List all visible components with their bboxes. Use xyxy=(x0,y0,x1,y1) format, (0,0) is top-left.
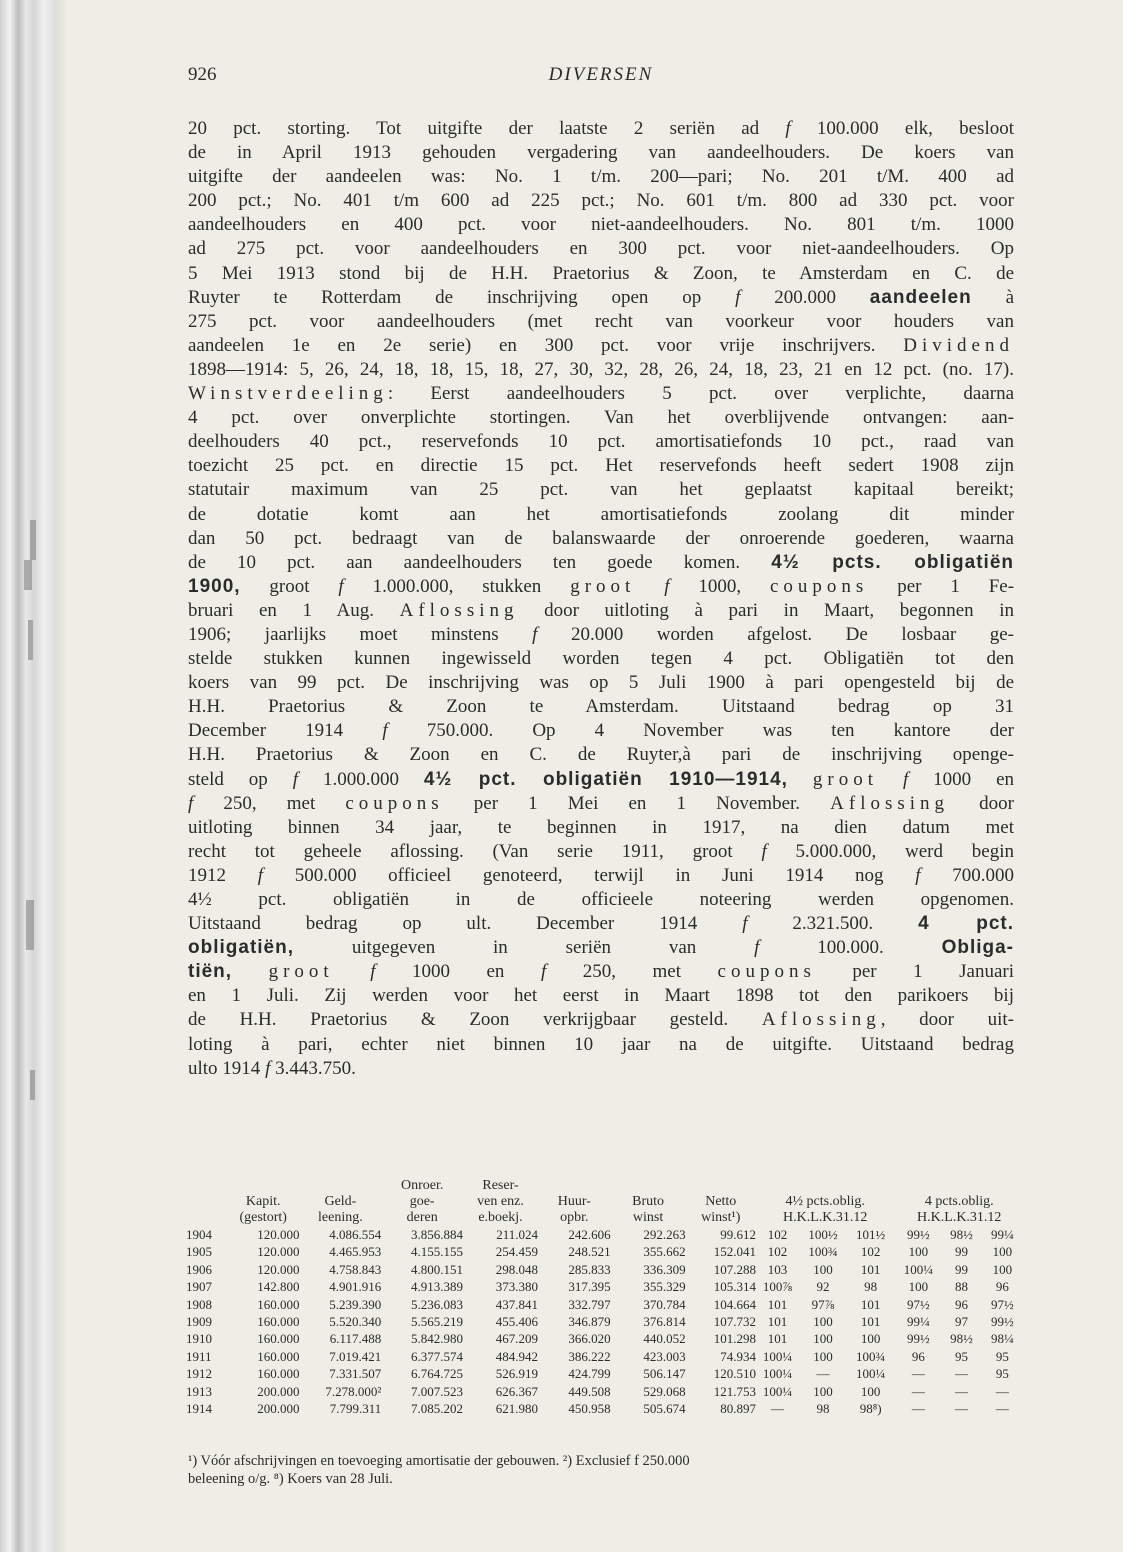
text-line: ulto 1914 f 3.443.750. xyxy=(188,1057,356,1079)
text-line: obligatiën, uitgegeven in seriën van f 100.000. Obliga- xyxy=(188,937,1015,959)
table-cell: 317.395 xyxy=(568,1279,611,1295)
table-cell: 100½ xyxy=(808,1227,838,1242)
table-cell: 80.897 xyxy=(720,1401,756,1417)
table-cell: 355.662 xyxy=(643,1244,686,1260)
text-line: deelhouders 40 pct., reservefonds 10 pct. amortisatiefonds 10 pct., raad van xyxy=(188,431,1014,453)
column-header: Bruto winst xyxy=(632,1194,665,1225)
text-line: aandeelen 1e en 2e serie) en 300 pct. voor vrije inschrijvers. Dividend xyxy=(188,334,1014,356)
table-cell: 95 xyxy=(995,1348,1009,1364)
table-cell: 6.764.725 xyxy=(411,1366,464,1382)
section-heading: 4½ pct. obligatiën 1910—1914, xyxy=(423,768,788,790)
text-line: uitloting binnen 34 jaar, te beginnen in 1917, na dien datum met xyxy=(188,816,1014,838)
table-cell: 5.520.340 xyxy=(329,1314,382,1330)
table-cell: 467.209 xyxy=(495,1331,538,1347)
text-line: bruari en 1 Aug. Aflossing door uitloting à pari in Maart, begonnen in xyxy=(188,599,1014,621)
table-cell: — xyxy=(816,1366,830,1382)
text-line: en 1 Juli. Zij werden voor het eerst in Maart 1898 tot den parikoers bij xyxy=(188,985,1014,1007)
table-cell: 7.007.523 xyxy=(411,1383,464,1399)
table-cell: 450.958 xyxy=(568,1401,611,1417)
table-cell: 98 xyxy=(816,1401,830,1417)
column-header: Netto winst¹) xyxy=(701,1194,741,1225)
table-row xyxy=(186,1296,1024,1313)
text-line: 20 pct. storting. Tot uitgifte der laatste 2 seriën ad f 100.000 elk, besloot xyxy=(188,118,1014,139)
table-row xyxy=(186,1330,1024,1347)
section-heading: 4½ pcts. obligatiën xyxy=(771,551,1014,573)
table-cell: 5.239.390 xyxy=(329,1296,382,1312)
table-cell: 96 xyxy=(954,1296,968,1312)
table-cell: 120.000 xyxy=(257,1244,300,1260)
table-cell: 102 xyxy=(860,1244,881,1260)
running-title: DIVERSEN xyxy=(548,64,654,85)
table-cell: 626.367 xyxy=(495,1383,538,1399)
table-cell: 4.086.554 xyxy=(329,1227,382,1242)
table-cell: 120.000 xyxy=(257,1227,300,1242)
footnotes xyxy=(188,1452,1016,1488)
table-cell: 101 xyxy=(767,1314,788,1330)
table-header-row xyxy=(186,1178,1024,1226)
text-line: de H.H. Praetorius & Zoon verkrijgbaar gesteld. Aflossing, door uit- xyxy=(188,1009,1014,1031)
section-heading: 4 pct. xyxy=(918,913,1014,935)
table-cell: 120.510 xyxy=(713,1366,756,1382)
table-cell: 100 xyxy=(860,1331,881,1347)
table-cell: 105.314 xyxy=(713,1279,756,1295)
table-cell: 100¼ xyxy=(903,1261,933,1277)
table-cell: 5.236.083 xyxy=(411,1296,464,1312)
text-line: 4½ pct. obligatiën in de officieele noteering werden opgenomen. xyxy=(188,889,1014,910)
table-cell: — xyxy=(911,1366,925,1382)
table-cell: 97½ xyxy=(991,1296,1014,1312)
column-header: Onroer. goe- deren xyxy=(400,1178,444,1225)
section-heading: obligatiën, xyxy=(188,937,294,959)
table-cell: 99 xyxy=(954,1261,968,1277)
text-line: Winstverdeeling: Eerst aandeelhouders 5 pct. over verplichte, daarna xyxy=(188,383,1014,405)
table-cell: 529.068 xyxy=(643,1383,686,1399)
table-cell: 100¼ xyxy=(762,1348,793,1364)
text-line: 1900, groot f 1.000.000, stukken groot f 1000, coupons per 1 Fe- xyxy=(188,575,1015,597)
table-cell: — xyxy=(995,1401,1009,1417)
table-cell: 99.612 xyxy=(720,1227,756,1242)
binding-shadow xyxy=(28,620,33,660)
table-cell: — xyxy=(954,1366,968,1382)
table-cell: 97½ xyxy=(906,1296,930,1312)
table-cell: 7.331.507 xyxy=(329,1366,382,1382)
table-cell: — xyxy=(954,1383,968,1399)
column-header: 4 pcts.oblig. H.K.L.K.31.12 xyxy=(917,1194,1002,1225)
table-cell: 100¾ xyxy=(808,1244,838,1260)
section-heading: 1900, xyxy=(188,575,241,597)
text-line: H.H. Praetorius & Zoon te Amsterdam. Uitstaand bedrag op 31 xyxy=(188,696,1014,718)
table-cell: 254.459 xyxy=(495,1244,538,1260)
table-cell: 355.329 xyxy=(643,1279,686,1295)
year-cell: 1913 xyxy=(186,1383,212,1399)
text-line: 1912 f 500.000 officieel genoteerd, terwijl in Juni 1914 nog f 700.000 xyxy=(188,864,1015,886)
table-cell: 92 xyxy=(816,1279,830,1295)
footnote: beleening o/g. ⁸) Koers van 28 Juli. xyxy=(188,1471,393,1487)
text-line: uitgifte der aandeelen was: No. 1 t/m. 200—pari; No. 201 t/M. 400 ad xyxy=(188,166,1014,188)
table-cell: — xyxy=(995,1383,1009,1399)
table-cell: 211.024 xyxy=(496,1227,538,1242)
text-line: December 1914 f 750.000. Op 4 November was ten kantore der xyxy=(188,720,1014,742)
table-cell: 455.406 xyxy=(495,1314,538,1330)
table-cell: 100 xyxy=(813,1383,833,1399)
year-cell: 1904 xyxy=(186,1227,212,1242)
table-cell: — xyxy=(911,1383,925,1399)
table-cell: 200.000 xyxy=(257,1401,300,1417)
book-binding-edge xyxy=(0,0,68,1552)
text-line: de dotatie komt aan het amortisatiefonds zoolang dit minder xyxy=(188,503,1014,525)
year-cell: 1910 xyxy=(186,1331,212,1347)
table-cell: 98½ xyxy=(950,1227,973,1242)
table-cell: 621.980 xyxy=(495,1401,538,1417)
table-cell: 97 xyxy=(954,1314,968,1330)
table-cell: 98¼ xyxy=(991,1331,1014,1347)
table-cell: 120.000 xyxy=(257,1261,300,1277)
table-cell: 100 xyxy=(992,1244,1013,1260)
table-cell: 101.298 xyxy=(713,1331,756,1347)
table-cell: 160.000 xyxy=(257,1296,300,1312)
table-cell: 7.019.421 xyxy=(329,1348,382,1364)
text-line: 5 Mei 1913 stond bij de H.H. Praetorius & Zoon, te Amsterdam en C. de xyxy=(188,262,1014,284)
table-cell: — xyxy=(911,1401,925,1417)
table-row xyxy=(186,1243,1024,1260)
table-cell: 160.000 xyxy=(257,1331,300,1347)
table-cell: 248.521 xyxy=(568,1244,611,1260)
table-cell: 142.800 xyxy=(257,1279,300,1295)
year-cell: 1911 xyxy=(186,1348,212,1364)
table-cell: 292.263 xyxy=(643,1227,686,1242)
table-cell: 506.147 xyxy=(643,1366,686,1382)
text-line: ad 275 pct. voor aandeelhouders en 300 pct. voor niet-aandeelhouders. Op xyxy=(188,238,1014,260)
column-header: Reser- ven enz. e.boekj. xyxy=(477,1178,524,1225)
text-line: de 10 pct. aan aandeelhouders ten goede komen. 4½ pcts. obligatiën xyxy=(188,551,1014,573)
table-cell: 74.934 xyxy=(720,1348,756,1364)
text-line: loting à pari, echter niet binnen 10 jaar na de uitgifte. Uitstaand bedrag xyxy=(188,1033,1014,1055)
text-line: 200 pct.; No. 401 t/m 600 ad 225 pct.; No. 601 t/m. 800 ad 330 pct. voor xyxy=(188,190,1014,212)
text-line: statutair maximum van 25 pct. van het geplaatst kapitaal bereikt; xyxy=(188,479,1014,501)
column-header: Huur- opbr. xyxy=(557,1194,591,1225)
table-cell: 88 xyxy=(954,1279,968,1295)
table-cell: 99 xyxy=(954,1244,968,1260)
table-cell: 100 xyxy=(813,1261,833,1277)
table-cell: 526.919 xyxy=(495,1366,538,1382)
table-cell: 160.000 xyxy=(257,1348,300,1364)
text-line: Uitstaand bedrag op ult. December 1914 f 2.321.500. 4 pct. xyxy=(188,913,1014,935)
table-cell: 7.278.000² xyxy=(325,1383,382,1399)
table-cell: 99¼ xyxy=(991,1227,1014,1242)
column-header: Kapit. (gestort) xyxy=(239,1194,287,1225)
table-cell: 99½ xyxy=(906,1227,930,1242)
table-row xyxy=(186,1226,1024,1243)
table-cell: 366.020 xyxy=(568,1331,611,1347)
year-cell: 1906 xyxy=(186,1261,212,1277)
table-cell: 99¼ xyxy=(906,1314,930,1330)
page-header xyxy=(188,64,1014,94)
table-row xyxy=(186,1278,1024,1295)
table-cell: 6.377.574 xyxy=(411,1348,464,1364)
table-cell: 100 xyxy=(813,1314,833,1330)
table-cell: 449.508 xyxy=(568,1383,611,1399)
financial-table xyxy=(186,1178,1024,1417)
section-heading: aandeelen xyxy=(869,286,972,308)
table-cell: 370.784 xyxy=(643,1296,686,1312)
table-cell: 336.309 xyxy=(643,1261,686,1277)
table-cell: 423.003 xyxy=(643,1348,686,1364)
table-cell: 102 xyxy=(767,1227,788,1242)
table-cell: 100 xyxy=(813,1331,833,1347)
table-cell: 4.913.389 xyxy=(411,1279,464,1295)
table-cell: 101 xyxy=(860,1314,881,1330)
table-cell: 160.000 xyxy=(257,1314,300,1330)
text-line: aandeelhouders en 400 pct. voor niet-aandeelhouders. No. 801 t/m. 1000 xyxy=(188,214,1014,236)
table-row xyxy=(186,1313,1024,1330)
text-line: toezicht 25 pct. en directie 15 pct. Het reservefonds heeft sedert 1908 zijn xyxy=(188,455,1014,477)
table-cell: 242.606 xyxy=(568,1227,611,1242)
table-cell: 7.799.311 xyxy=(329,1401,382,1417)
page-number: 926 xyxy=(188,64,217,85)
text-line: 1898—1914: 5, 26, 24, 18, 18, 15, 18, 27, 30, 32, 28, 26, 24, 18, 23, 21 en 12 pct. (no. 17). xyxy=(188,358,1014,380)
table-cell: 95 xyxy=(995,1366,1009,1382)
table-cell: 505.674 xyxy=(643,1401,686,1417)
table-cell: 332.797 xyxy=(568,1296,611,1312)
table-cell: 100⅞ xyxy=(762,1279,793,1295)
text-line: H.H. Praetorius & Zoon en C. de Ruyter,à pari de inschrijving openge- xyxy=(188,744,1014,766)
binding-shadow xyxy=(30,520,36,560)
year-cell: 1912 xyxy=(186,1366,212,1382)
text-line: de in April 1913 gehouden vergadering van aandeelhouders. De koers van xyxy=(188,142,1014,164)
table-cell: 4.758.843 xyxy=(329,1261,382,1277)
table-cell: 101½ xyxy=(856,1227,886,1242)
table-cell: 152.041 xyxy=(713,1244,756,1260)
section-heading: Obliga- xyxy=(941,937,1015,959)
table-cell: — xyxy=(771,1401,785,1417)
table-cell: 121.753 xyxy=(713,1383,756,1399)
table-cell: 100¼ xyxy=(762,1383,793,1399)
column-header: Geld- leening. xyxy=(318,1194,363,1225)
table-row xyxy=(186,1261,1024,1278)
table-cell: 96 xyxy=(995,1279,1009,1295)
table-cell: 298.048 xyxy=(495,1261,538,1277)
table-cell: 97⅞ xyxy=(811,1296,835,1312)
year-cell: 1909 xyxy=(186,1314,212,1330)
table-cell: 386.222 xyxy=(568,1348,611,1364)
table-cell: 437.841 xyxy=(495,1296,538,1312)
table-cell: 98½ xyxy=(950,1331,973,1347)
section-heading: tiën, xyxy=(188,961,233,983)
text-line: tiën, groot f 1000 en f 250, met coupons per 1 Januari xyxy=(188,961,1015,983)
table-cell: 101 xyxy=(860,1296,881,1312)
table-cell: 4.800.151 xyxy=(411,1261,464,1277)
table-cell: 424.799 xyxy=(568,1366,611,1382)
table-cell: 98⁸) xyxy=(859,1401,882,1417)
year-cell: 1907 xyxy=(186,1279,212,1295)
table-cell: 100 xyxy=(908,1244,929,1260)
year-cell: 1914 xyxy=(186,1401,212,1417)
year-cell: 1905 xyxy=(186,1244,212,1260)
text-line: dan 50 pct. bedraagt van de balanswaarde der onroerende goederen, waarna xyxy=(188,527,1014,549)
table-cell: 7.085.202 xyxy=(411,1401,464,1417)
year-cell: 1908 xyxy=(186,1296,212,1312)
table-cell: 95 xyxy=(954,1348,968,1364)
table-cell: 285.833 xyxy=(568,1261,611,1277)
table-row xyxy=(186,1365,1024,1382)
table-cell: — xyxy=(954,1401,968,1417)
body-text xyxy=(188,117,1014,1081)
table-cell: 376.814 xyxy=(643,1314,686,1330)
binding-shadow xyxy=(26,900,34,950)
table-cell: 107.732 xyxy=(713,1314,756,1330)
table-cell: 100 xyxy=(860,1383,881,1399)
table-cell: 104.664 xyxy=(713,1296,756,1312)
text-line: koers van 99 pct. De inschrijving was op 5 Juli 1900 à pari opengesteld bij de xyxy=(188,672,1014,694)
table-cell: 100 xyxy=(992,1261,1013,1277)
table-cell: 102 xyxy=(767,1244,788,1260)
text-line: Ruyter te Rotterdam de inschrijving open op f 200.000 aandeelen à xyxy=(188,286,1015,308)
table-cell: 101 xyxy=(767,1296,788,1312)
binding-shadow xyxy=(24,560,32,590)
table-cell: 160.000 xyxy=(257,1366,300,1382)
table-cell: 107.288 xyxy=(713,1261,756,1277)
text-line: 4 pct. over onverplichte stortingen. Van het overblijvende ontvangen: aan- xyxy=(188,407,1014,429)
table-cell: 4.901.916 xyxy=(329,1279,382,1295)
footnote: ¹) Vóór afschrijvingen en toevoeging amortisatie der gebouwen. ²) Exclusief f 250.000 xyxy=(188,1453,690,1469)
table-cell: 99½ xyxy=(991,1314,1014,1330)
column-header: 4½ pcts.oblig. H.K.L.K.31.12 xyxy=(783,1194,868,1225)
table-cell: 101 xyxy=(860,1261,881,1277)
table-cell: 5.565.219 xyxy=(411,1314,464,1330)
table-cell: 440.052 xyxy=(643,1331,686,1347)
table-cell: 99½ xyxy=(906,1331,930,1347)
table-cell: 100¼ xyxy=(856,1366,886,1382)
text-line: steld op f 1.000.000 4½ pct. obligatiën 1910—1914, groot f 1000 en xyxy=(188,768,1015,790)
table-cell: 373.380 xyxy=(495,1279,538,1295)
table-cell: 96 xyxy=(911,1348,925,1364)
table-cell: 100¾ xyxy=(856,1348,886,1364)
table-row xyxy=(186,1383,1024,1400)
table-cell: 4.155.155 xyxy=(411,1244,464,1260)
table-cell: 4.465.953 xyxy=(329,1244,382,1260)
text-line: stelde stukken kunnen ingewisseld worden tegen 4 pct. Obligatiën tot den xyxy=(188,648,1014,670)
table-row xyxy=(186,1400,1024,1417)
table-cell: 484.942 xyxy=(495,1348,538,1364)
table-cell: 346.879 xyxy=(568,1314,611,1330)
table-cell: 100 xyxy=(813,1348,833,1364)
text-line: recht tot geheele aflossing. (Van serie 1911, groot f 5.000.000, werd begin xyxy=(188,840,1014,862)
text-line: 275 pct. voor aandeelhouders (met recht van voorkeur voor houders van xyxy=(188,310,1014,332)
table-cell: 100¼ xyxy=(762,1366,793,1382)
table-cell: 5.842.980 xyxy=(411,1331,464,1347)
table-cell: 6.117.488 xyxy=(329,1331,382,1347)
table-cell: 98 xyxy=(864,1279,878,1295)
table-cell: 200.000 xyxy=(257,1383,300,1399)
table-cell: 101 xyxy=(767,1331,788,1347)
binding-shadow xyxy=(30,1070,35,1100)
table-row xyxy=(186,1348,1024,1365)
column-header xyxy=(186,1178,227,1226)
text-line: f 250, met coupons per 1 Mei en 1 November. Aflossing door xyxy=(188,792,1014,814)
text-line: 1906; jaarlijks moet minstens f 20.000 worden afgelost. De losbaar ge- xyxy=(188,623,1014,645)
table-cell: 103 xyxy=(767,1261,788,1277)
table-cell: 100 xyxy=(908,1279,929,1295)
table-cell: 3.856.884 xyxy=(411,1227,464,1242)
